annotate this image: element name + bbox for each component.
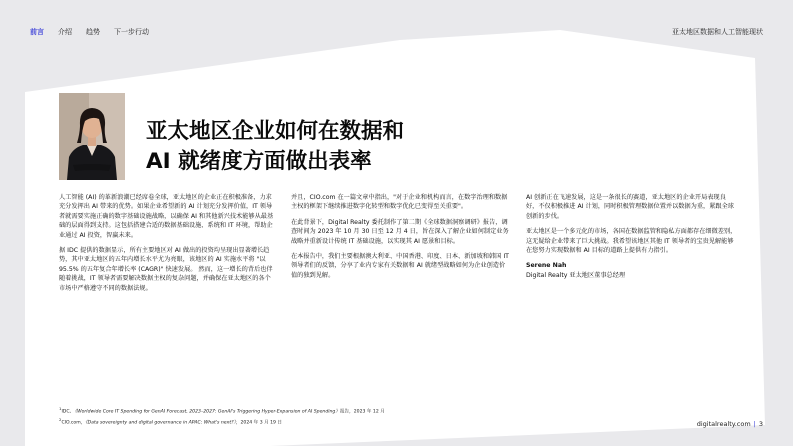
body-column-2 <box>291 193 511 286</box>
body-column-3 <box>526 193 738 280</box>
top-navigation <box>30 27 149 37</box>
footnotes <box>59 405 385 426</box>
author-portrait <box>59 93 125 180</box>
paragraph: 并且，CIO.com 在一篇文章中指出，"对于企业和机构而言，在数字治理和数据主权的框架下继续推进数字化转型和数字优化已变得至关重要"。 <box>291 194 508 211</box>
site-link[interactable]: digitalrealty.com <box>696 420 751 428</box>
footnote-1: $^1$IDC, 《Worldwide Core IT Spending for GenAI Forecast, 2023–2027: GenAI's Triggering Hyper-Expansion of AI Spending》报告，2023 年 12 月 <box>59 406 385 415</box>
nav-tab-trends[interactable]: 趋势 <box>86 28 100 36</box>
paragraph: AI 创新正在飞速发展，这是一条很长的赛道，亚太地区的企业开局表现良好，不仅积极推进 AI 计划，同时积极管理数据位置并以数据为重，紧跟全球创新的步伐。 <box>526 194 734 220</box>
footer-separator: | <box>753 420 756 428</box>
paragraph: 在此背景下，Digital Realty 委托制作了第二期《全球数据洞察调研》报告，调查时间为 2023 年 10 月 30 日至 12 月 4 日，旨在深入了解企业如何制定业务战略并重新设计传统 IT 基础设施，以实现其 AI 愿景和目标。 <box>291 218 509 245</box>
headline-line-1: 亚太地区企业如何在数据和 <box>146 119 405 144</box>
signature-name: Serene Nah <box>526 262 567 270</box>
footnote-2: $^2$CIO.com，《Data sovereignty and digital governance in APAC: What's next?》，2024 年 3 月 19 日 <box>59 416 283 426</box>
paragraph: 据 IDC 提供的数据显示，所有主要地区对 AI 做出的投资均呈现出显著增长趋势，其中亚太地区的五年内增长水平尤为亮眼，该地区的 AI 实施水平将 "以 95.5% 的五年复合年增长率 (CAGR)" 快速发展。 然而，这一增长的背后也伴随着挑战，IT 领导者需要解决数据主权的复杂问题，并确保在亚太地区的各个市场中严格遵守不同的数据法规。 <box>59 247 273 292</box>
page-footer <box>697 420 763 428</box>
paragraph: 亚太地区是一个多元化的市场，各国在数据监管和隐私方面都存在细微差别，这无疑给企业带来了巨大挑战。我希望该地区其他 IT 领导者的宝贵见解能够在您努力实现数据和 AI 目标的道路上提供有力指引。 <box>526 228 737 255</box>
nav-tab-foreword[interactable]: 前言 <box>30 28 44 36</box>
paragraph: 在本报告中，我们主要根据澳大利亚、中国香港、印度、日本、新加坡和韩国 IT 领导者们的反馈，分享了业内专家有关数据和 AI 就绪型战略如何为企业创造价值的独到见解。 <box>291 253 509 279</box>
report-title: 亚太地区数据和人工智能现状 <box>672 28 763 36</box>
signature-title: Digital Realty 亚太地区董事总经理 <box>526 271 626 279</box>
headline <box>146 117 546 177</box>
paragraph: 人工智能 (AI) 的革新浪潮已经席卷全球，亚太地区的企业正在积极准备，力求充分发挥出 AI 带来的优势。如果企业希望新的 AI 计划充分发挥价值，IT 领导者就需要实施正确的数字基础设施战略，以确保 AI 和其他新兴技术能够从最基础的层面得到支持。这包括搭建合适的数据基础设施、系统和 IT 环境，帮助企业通过 AI 投资，智赢未来。 <box>59 194 274 239</box>
body-column-1 <box>59 193 276 299</box>
page-number: 3 <box>758 420 763 428</box>
headline-line-2: AI 就绪度方面做出表率 <box>146 149 372 174</box>
nav-tab-introduction[interactable]: 介绍 <box>58 28 72 36</box>
nav-tab-next-steps[interactable]: 下一步行动 <box>114 28 149 36</box>
